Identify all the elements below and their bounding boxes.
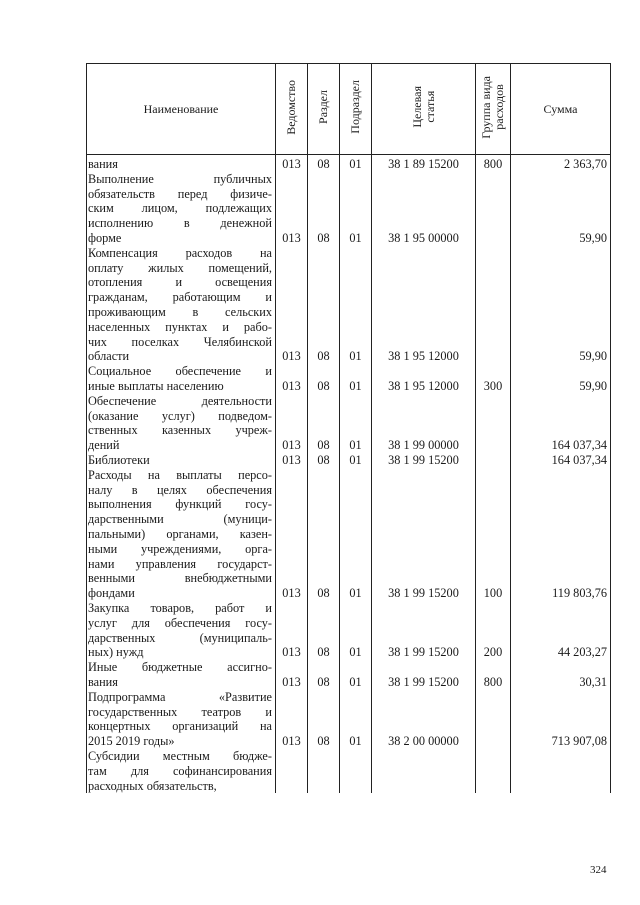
row-name-line: фондами <box>88 586 135 601</box>
row-gruppa <box>476 453 511 468</box>
row-name <box>87 394 276 453</box>
row-razdel <box>308 749 340 793</box>
row-razdel: 08 <box>308 601 340 660</box>
header-razdel <box>308 64 340 155</box>
row-name-line: обязательств перед физиче- <box>88 186 272 201</box>
row-vedomstvo: 013 <box>276 660 308 690</box>
table-row <box>87 155 611 172</box>
row-razdel: 08 <box>308 660 340 690</box>
header-celevaya <box>372 64 476 155</box>
header-summa: Сумма <box>511 64 611 155</box>
row-name-line: Обеспечение деятельности <box>88 393 272 408</box>
row-celevaya: 38 1 95 12000 <box>372 246 476 364</box>
row-celevaya: 38 1 99 15200 <box>372 601 476 660</box>
row-name-line: Подпрограмма «Развитие <box>88 689 272 704</box>
row-gruppa <box>476 172 511 246</box>
row-summa <box>511 749 611 793</box>
row-name-line: нами управления государст- <box>88 556 272 571</box>
row-name-line: Закупка товаров, работ и <box>88 600 272 615</box>
row-name-line: проживающим в сельских <box>88 304 272 319</box>
row-vedomstvo <box>276 749 308 793</box>
row-razdel: 08 <box>308 172 340 246</box>
row-summa: 44 203,27 <box>511 601 611 660</box>
row-razdel: 08 <box>308 453 340 468</box>
row-name <box>87 246 276 364</box>
row-razdel: 08 <box>308 246 340 364</box>
row-podrazdel: 01 <box>340 172 372 246</box>
row-gruppa <box>476 749 511 793</box>
row-name-line: иные выплаты населению <box>88 378 224 393</box>
header-vedomstvo <box>276 64 308 155</box>
table-row <box>87 749 611 793</box>
row-summa: 2 363,70 <box>511 155 611 172</box>
row-gruppa: 800 <box>476 155 511 172</box>
header-razdel-label: Раздел <box>316 90 330 124</box>
row-name-line: дарственными (муници- <box>88 512 272 527</box>
row-name-line: расходных обязательств, <box>88 778 217 793</box>
row-gruppa: 100 <box>476 468 511 601</box>
row-name-line: отопления и освещения <box>88 275 272 290</box>
header-name: Наименование <box>87 64 276 155</box>
row-vedomstvo: 013 <box>276 468 308 601</box>
row-gruppa: 800 <box>476 660 511 690</box>
row-vedomstvo: 013 <box>276 453 308 468</box>
row-razdel: 08 <box>308 468 340 601</box>
row-podrazdel: 01 <box>340 660 372 690</box>
row-name-line: вания <box>88 674 118 689</box>
row-name-line: выполнения функций госу- <box>88 497 272 512</box>
row-name-line: дарственных (муниципаль- <box>88 630 272 645</box>
table-row <box>87 453 611 468</box>
row-name <box>87 601 276 660</box>
row-name-line: (оказание услуг) подведом- <box>88 408 272 423</box>
row-name-line: дений <box>88 438 120 453</box>
row-name-line: там для софинансирования <box>88 763 272 778</box>
row-name-line: Социальное обеспечение и <box>88 364 272 379</box>
row-name-line: исполнению в денежной <box>88 216 272 231</box>
row-celevaya: 38 1 99 15200 <box>372 453 476 468</box>
row-name-line: ственных казенных учреж- <box>88 423 272 438</box>
row-gruppa <box>476 690 511 749</box>
row-vedomstvo: 013 <box>276 246 308 364</box>
row-summa: 164 037,34 <box>511 453 611 468</box>
row-podrazdel: 01 <box>340 394 372 453</box>
row-vedomstvo: 013 <box>276 601 308 660</box>
table-row <box>87 468 611 601</box>
row-gruppa <box>476 394 511 453</box>
row-name-line: населенных пунктах и рабо- <box>88 319 272 334</box>
row-name-line: чих поселках Челябинской <box>88 334 272 349</box>
row-podrazdel: 01 <box>340 155 372 172</box>
table-row <box>87 601 611 660</box>
row-name-line: пальными) органами, казен- <box>88 526 272 541</box>
row-gruppa <box>476 246 511 364</box>
row-name <box>87 155 276 172</box>
row-name-line: Компенсация расходов на <box>88 245 272 260</box>
row-summa: 164 037,34 <box>511 394 611 453</box>
row-name-line: Субсидии местным бюдже- <box>88 748 272 763</box>
table-row <box>87 690 611 749</box>
row-name-line: гражданам, работающим и <box>88 290 272 305</box>
row-name <box>87 172 276 246</box>
row-name <box>87 749 276 793</box>
row-razdel: 08 <box>308 364 340 394</box>
row-vedomstvo: 013 <box>276 394 308 453</box>
row-razdel: 08 <box>308 155 340 172</box>
row-name-line: налу в целях обеспечения <box>88 482 272 497</box>
row-name-line: концертных организаций на <box>88 719 272 734</box>
row-podrazdel: 01 <box>340 453 372 468</box>
row-name-line: Расходы на выплаты персо- <box>88 467 272 482</box>
row-vedomstvo: 013 <box>276 155 308 172</box>
table-row <box>87 172 611 246</box>
row-razdel: 08 <box>308 394 340 453</box>
page-number: 324 <box>590 864 607 876</box>
row-name-line: Выполнение публичных <box>88 171 272 186</box>
row-celevaya: 38 1 99 00000 <box>372 394 476 453</box>
row-name-line: Иные бюджетные ассигно- <box>88 660 272 675</box>
row-celevaya <box>372 749 476 793</box>
row-name <box>87 453 276 468</box>
row-summa: 119 803,76 <box>511 468 611 601</box>
row-celevaya: 38 1 95 00000 <box>372 172 476 246</box>
row-name-line: Библиотеки <box>88 452 150 467</box>
row-summa: 59,90 <box>511 246 611 364</box>
row-name-line: венными внебюджетными <box>88 571 272 586</box>
row-name-line: 2015 2019 годы» <box>88 734 175 749</box>
row-podrazdel <box>340 749 372 793</box>
row-name-line: ных) нужд <box>88 645 144 660</box>
row-name <box>87 660 276 690</box>
row-name <box>87 364 276 394</box>
header-vedomstvo-label: Ведомство <box>284 79 298 135</box>
row-summa: 59,90 <box>511 364 611 394</box>
row-name-line: форме <box>88 230 122 245</box>
row-celevaya: 38 1 89 15200 <box>372 155 476 172</box>
row-gruppa: 300 <box>476 364 511 394</box>
table-row <box>87 246 611 364</box>
row-celevaya: 38 2 00 00000 <box>372 690 476 749</box>
row-name-line: услуг для обеспечения госу- <box>88 615 272 630</box>
row-podrazdel: 01 <box>340 601 372 660</box>
header-gruppa-label: Группа вида расходов <box>479 75 506 139</box>
header-podrazdel <box>340 64 372 155</box>
row-celevaya: 38 1 95 12000 <box>372 364 476 394</box>
row-summa: 30,31 <box>511 660 611 690</box>
row-celevaya: 38 1 99 15200 <box>372 660 476 690</box>
row-gruppa: 200 <box>476 601 511 660</box>
row-name-line: ными учреждениями, орга- <box>88 541 272 556</box>
row-summa: 713 907,08 <box>511 690 611 749</box>
row-name-line: ским лицом, подлежащих <box>88 201 272 216</box>
row-razdel: 08 <box>308 690 340 749</box>
row-vedomstvo: 013 <box>276 172 308 246</box>
row-vedomstvo: 013 <box>276 690 308 749</box>
header-celevaya-label: Целевая статья <box>409 86 437 128</box>
budget-table <box>86 63 611 793</box>
row-vedomstvo: 013 <box>276 364 308 394</box>
row-podrazdel: 01 <box>340 468 372 601</box>
row-name-line: оплату жилых помещений, <box>88 260 272 275</box>
table-row <box>87 394 611 453</box>
row-summa: 59,90 <box>511 172 611 246</box>
table-body <box>87 155 611 794</box>
row-celevaya: 38 1 99 15200 <box>372 468 476 601</box>
row-podrazdel: 01 <box>340 246 372 364</box>
row-name-line: вания <box>88 157 118 171</box>
table-header-row <box>87 64 611 155</box>
table-row <box>87 660 611 690</box>
row-podrazdel: 01 <box>340 364 372 394</box>
row-name-line: государственных театров и <box>88 704 272 719</box>
header-gruppa <box>476 64 511 155</box>
row-podrazdel: 01 <box>340 690 372 749</box>
row-name <box>87 468 276 601</box>
row-name-line: области <box>88 349 130 364</box>
header-podrazdel-label: Подраздел <box>348 80 362 134</box>
row-name <box>87 690 276 749</box>
budget-table-container <box>86 63 610 853</box>
table-row <box>87 364 611 394</box>
